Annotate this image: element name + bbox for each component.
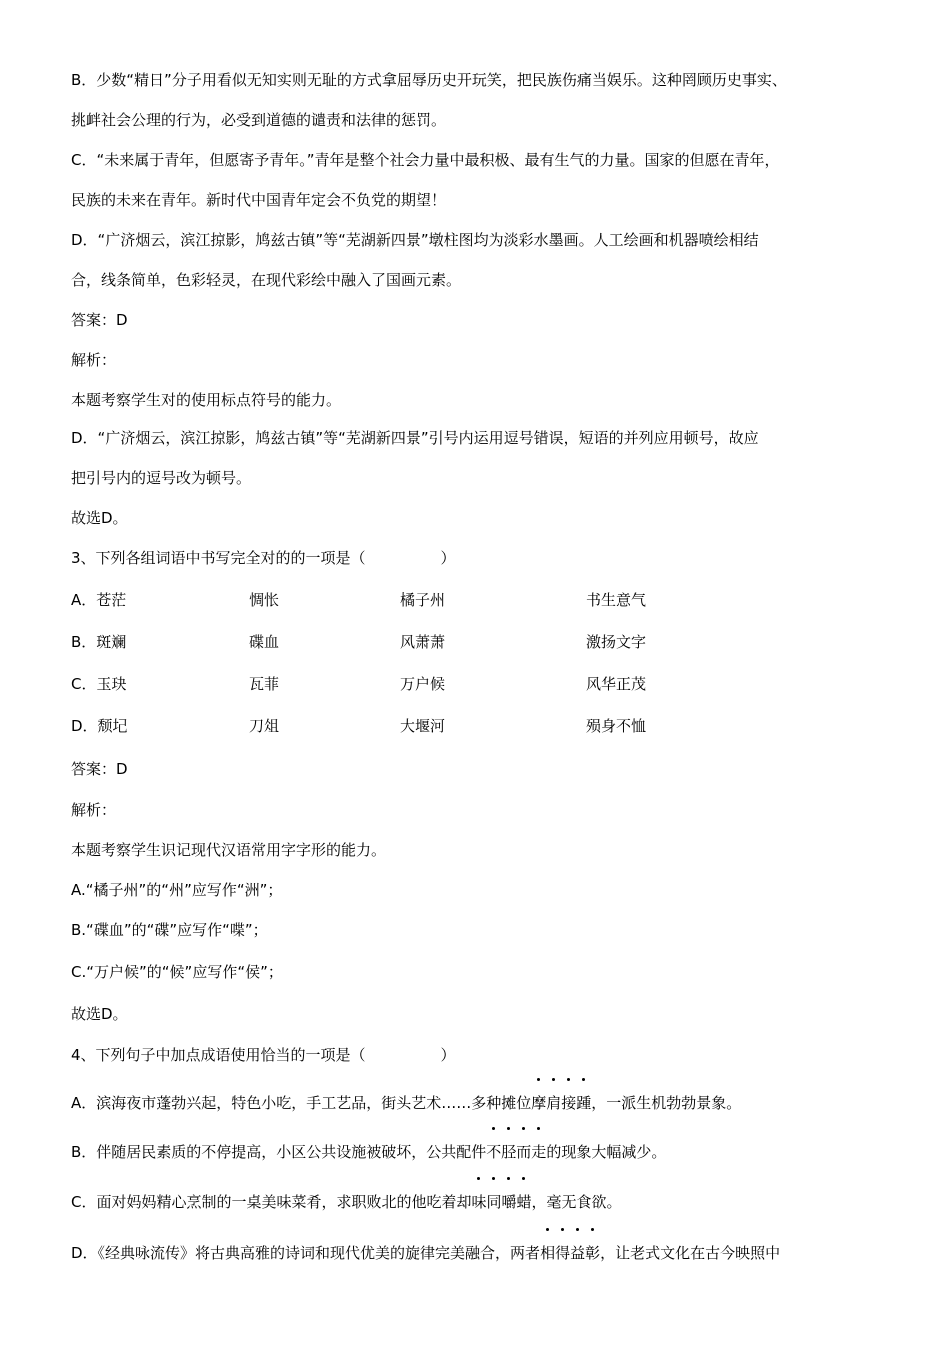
- q3-option-d-word4: 殒身不恤: [586, 717, 647, 735]
- q4-option-a-idiom: [531, 1093, 591, 1113]
- q2-conclusion: 故选D。: [71, 509, 128, 527]
- q3-option-a-label: A．苍茫: [71, 591, 127, 609]
- q4-option-b: [71, 1142, 666, 1162]
- q4-option-d: [71, 1243, 780, 1263]
- q3-analysis-b: B.“碟血”的“碟”应写作“喋”；: [71, 921, 268, 939]
- q3-answer: 答案：D: [71, 760, 128, 778]
- q4-option-b-text-post: 的现象大幅减少。: [546, 1143, 667, 1161]
- q2-option-c-line1: C．“未来属于青年，但愿寄予青年。”青年是整个社会力量中最积极、最有生气的力量。国家的但愿在青年，: [71, 151, 780, 169]
- q4-option-a-text-post: ，一派生机勃勃景象。: [591, 1094, 742, 1112]
- q2-analysis-1: 本题考察学生对的使用标点符号的能力。: [71, 391, 342, 409]
- q3-option-c-word3: 万户候: [400, 675, 446, 693]
- q3-option-b-word4: 激扬文字: [586, 633, 647, 651]
- q2-analysis-2: D．“广济烟云，滨江掠影，鸠兹古镇”等“芜湖新四景”引号内运用逗号错误，短语的并列应用顿号，故应: [71, 429, 759, 447]
- q4-option-a-text-pre: A．滨海夜市蓬勃兴起，特色小吃，手工艺品，街头艺术……多种摊位: [71, 1094, 532, 1112]
- q4-option-b-idiom: [486, 1142, 546, 1162]
- q3-option-d-word3: 大堰河: [400, 717, 446, 735]
- q4-option-d-idiom-text: 相得益彰: [540, 1244, 601, 1262]
- q4-option-b-idiom-text: 不胫而走: [486, 1143, 547, 1161]
- q3-conclusion: 故选D。: [71, 1005, 128, 1023]
- q4-option-c: [71, 1192, 622, 1212]
- q3-option-a-word3: 橘子州: [400, 591, 446, 609]
- q3-analysis-label: 解析：: [71, 801, 117, 819]
- q4-option-d-text-post: ，让老式文化在古今映照中: [600, 1244, 781, 1262]
- q4-option-c-idiom-text: 味同嚼蜡: [471, 1193, 532, 1211]
- q3-stem: 3、下列各组词语中书写完全对的的一项是（ ）: [71, 549, 456, 567]
- q4-option-c-text-pre: C．面对妈妈精心烹制的一桌美味菜肴，求职败北的他吃着却: [71, 1193, 472, 1211]
- emphasis-dots: [471, 1177, 531, 1183]
- q3-option-d-label: D．颓圮: [71, 717, 128, 735]
- q2-option-b-line2: 挑衅社会公理的行为，必受到道德的谴责和法律的惩罚。: [71, 111, 447, 129]
- q3-option-c-word4: 风华正茂: [586, 675, 647, 693]
- q3-option-d-word2: 刀俎: [249, 717, 280, 735]
- q2-option-c-line2: 民族的未来在青年。新时代中国青年定会不负党的期望！: [71, 191, 447, 209]
- emphasis-dots: [531, 1078, 591, 1084]
- q4-option-c-idiom: [471, 1192, 531, 1212]
- q3-analysis-c: C.“万户候”的“候”应写作“侯”；: [71, 963, 283, 981]
- q3-analysis-1: 本题考察学生识记现代汉语常用字字形的能力。: [71, 841, 387, 859]
- q4-option-a: [71, 1093, 741, 1113]
- q3-option-c-word2: 瓦菲: [249, 675, 280, 693]
- q2-analysis-label: 解析：: [71, 351, 117, 369]
- q3-option-b-label: B．斑斓: [71, 633, 127, 651]
- emphasis-dots: [540, 1228, 600, 1234]
- q3-option-a-word4: 书生意气: [586, 591, 647, 609]
- q2-option-b-line1: B．少数“精日”分子用看似无知实则无耻的方式拿屈辱历史开玩笑，把民族伤痛当娱乐。这种罔顾历史事实、: [71, 71, 787, 89]
- q4-option-d-idiom: [540, 1243, 600, 1263]
- q4-option-d-text-pre: D．《经典咏流传》将古典高雅的诗词和现代优美的旋律完美融合，两者: [71, 1244, 541, 1262]
- q3-option-b-word2: 碟血: [249, 633, 280, 651]
- q4-stem: 4、下列句子中加点成语使用恰当的一项是（ ）: [71, 1046, 456, 1064]
- q3-option-c-label: C．玉玦: [71, 675, 127, 693]
- q3-option-a-word2: 惆怅: [249, 591, 280, 609]
- q4-option-b-text-pre: B．伴随居民素质的不停提高，小区公共设施被破坏，公共配件: [71, 1143, 487, 1161]
- emphasis-dots: [486, 1127, 546, 1133]
- q4-option-a-idiom-text: 摩肩接踵: [531, 1094, 592, 1112]
- q2-option-d-line1: D．“广济烟云，滨江掠影，鸠兹古镇”等“芜湖新四景”墩柱图均为淡彩水墨画。人工绘画和机器喷绘相结: [71, 231, 759, 249]
- q2-analysis-3: 把引号内的逗号改为顿号。: [71, 469, 252, 487]
- q3-option-b-word3: 风萧萧: [400, 633, 446, 651]
- q3-analysis-a: A.“橘子州”的“州”应写作“洲”；: [71, 881, 283, 899]
- q2-answer: 答案：D: [71, 311, 128, 329]
- q2-option-d-line2: 合，线条简单，色彩轻灵，在现代彩绘中融入了国画元素。: [71, 271, 462, 289]
- q4-option-c-text-post: ，毫无食欲。: [531, 1193, 622, 1211]
